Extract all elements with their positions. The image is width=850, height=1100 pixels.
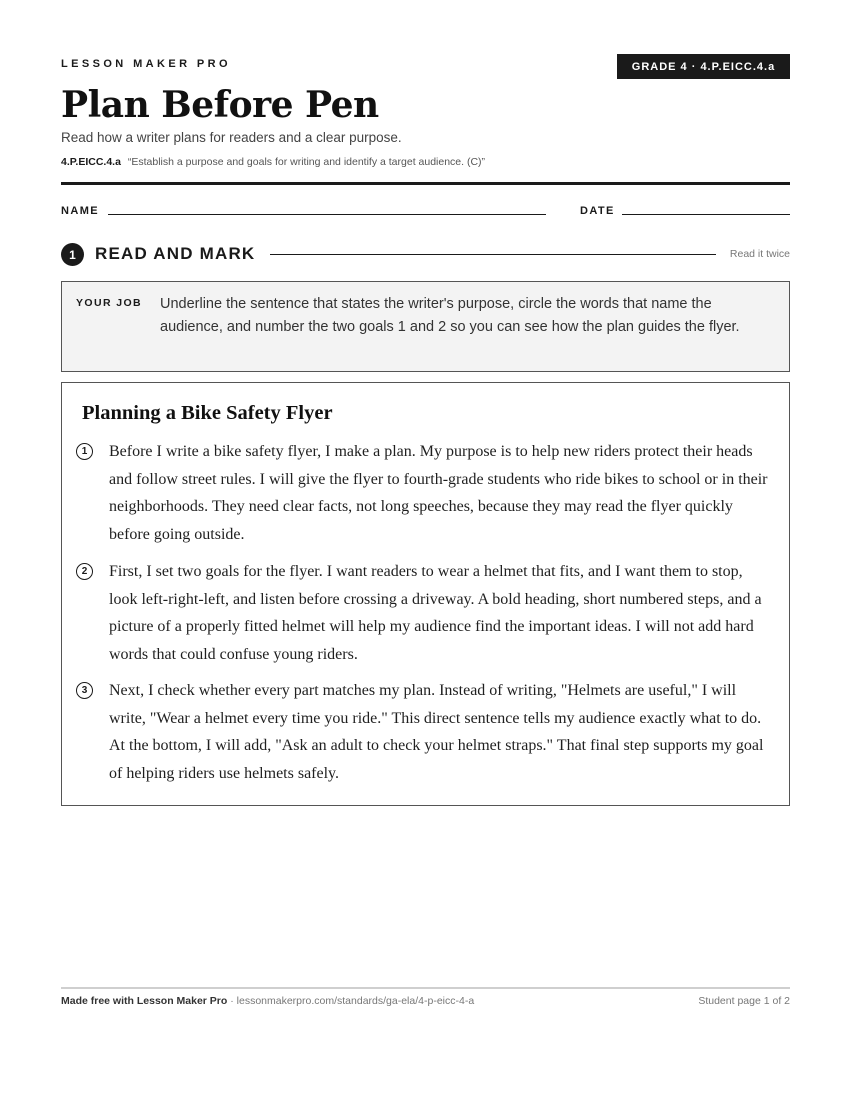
date-label: DATE (580, 205, 615, 217)
instructions-text: Underline the sentence that states the writer's purpose, circle the words that name the audience, and number the two goals 1 and 2 so you can see how the plan guides the flyer. (160, 296, 740, 335)
instructions-box (61, 281, 790, 372)
section-number: 1 (61, 243, 84, 266)
brand-name: LESSON MAKER PRO (61, 58, 231, 70)
paragraph-number-marker: 2 (76, 563, 93, 580)
paragraph-text: Before I write a bike safety flyer, I make a plan. My purpose is to help new riders protect their heads and follow street rules. I will give the flyer to fourth-grade students who ride bikes to school or in their neighborhoods. They need clear facts, not long speeches, because they may read the flyer quickly before going outside. (109, 443, 768, 543)
paragraph-number-marker: 3 (76, 682, 93, 699)
instructions-label: YOUR JOB (76, 297, 143, 309)
paragraph-text: First, I set two goals for the flyer. I want readers to wear a helmet that fits, and I want them to stop, look left-right-left, and listen before crossing a driveway. A bold heading, short numbered steps, and a picture of a properly fitted helmet will help my audience find the important ideas. I will not add hard words that could confuse young riders. (109, 563, 762, 663)
name-field[interactable] (108, 214, 546, 215)
date-field[interactable] (622, 214, 790, 215)
paragraph-number-marker: 1 (76, 443, 93, 460)
footer-brand: Made free with Lesson Maker Pro (61, 995, 228, 1007)
name-label: NAME (61, 205, 99, 217)
grade-badge: GRADE 4 · 4.P.EICC.4.a (617, 54, 790, 79)
passage-title: Planning a Bike Safety Flyer (82, 402, 333, 424)
paragraph-text: Next, I check whether every part matches my plan. Instead of writing, "Helmets are useful," I will write, "Wear a helmet every time you ride." This direct sentence tells my audience exactly what to do. At the bottom, I will add, "Ask an adult to check your helmet straps." That final step supports my goal of helping riders use helmets safely. (109, 682, 764, 782)
standard-line (61, 156, 485, 168)
header-divider (61, 182, 790, 185)
standard-text: “Establish a purpose and goals for writing and identify a target audience. (C)” (127, 156, 486, 168)
footer-credit (61, 995, 474, 1007)
section-title: READ AND MARK (95, 244, 256, 263)
footer-url: · lessonmakerpro.com/standards/ga-ela/4-p-eicc-4-a (227, 995, 475, 1007)
footer-divider (61, 987, 790, 989)
standard-code: 4.P.EICC.4.a (61, 156, 121, 168)
reading-passage (61, 382, 790, 806)
section-note: Read it twice (729, 248, 790, 260)
page-subtitle: Read how a writer plans for readers and a clear purpose. (61, 130, 402, 145)
page-number: Student page 1 of 2 (698, 995, 790, 1007)
section-divider (270, 254, 716, 255)
page-title: Plan Before Pen (61, 84, 379, 126)
